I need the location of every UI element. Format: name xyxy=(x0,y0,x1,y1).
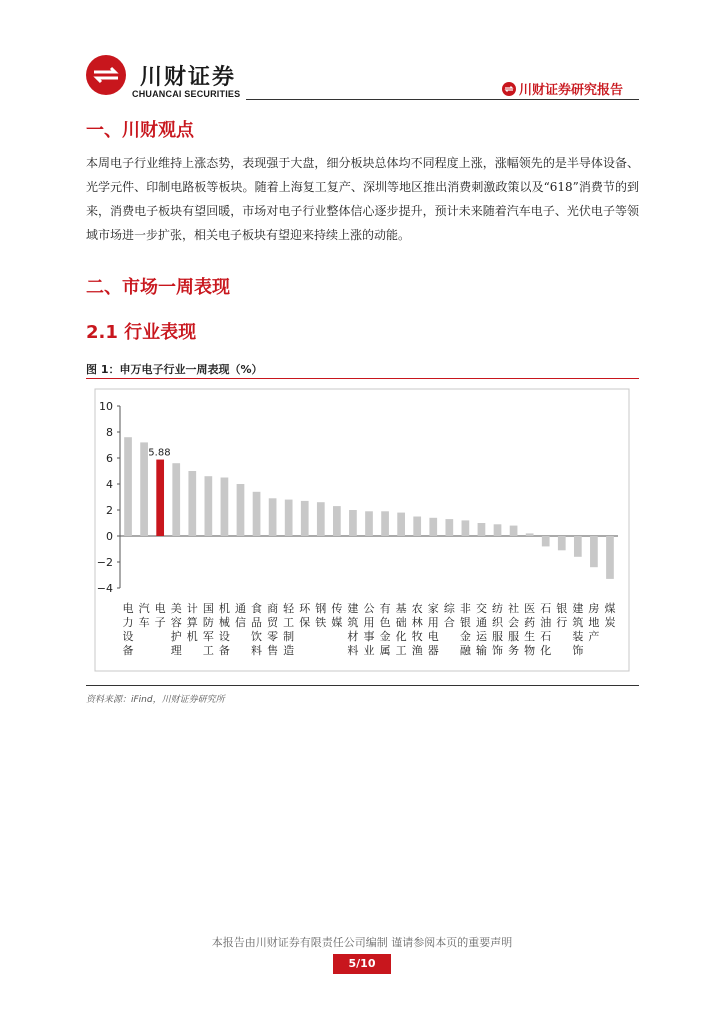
bar-12 xyxy=(301,501,309,536)
bar-4 xyxy=(172,463,180,536)
section-1-body: 本周电子行业维持上涨态势，表现强于大盘，细分板块总体均不同程度上涨，涨幅领先的是半导体设备、光学元件、印制电路板等板块。随着上海复工复产、深圳等地区推出消费刺激政策以及“618”消费节的到来，消费电子板块有望回暖，市场对电子行业整体信心逐步提升，预计未来随着汽车电子、光伏电子等领域市场进一步扩张，相关电子板块有望迎来持续上涨的动能。 xyxy=(86,156,639,242)
x-tick-label: 公用事业 xyxy=(363,602,375,657)
bar-16 xyxy=(365,511,373,536)
bar-19 xyxy=(413,517,421,537)
x-tick-label: 电子 xyxy=(154,602,166,629)
bar-25 xyxy=(510,526,518,536)
figure-title-rule xyxy=(86,378,639,379)
y-tick-label: 4 xyxy=(106,478,113,491)
bar-26 xyxy=(526,533,534,536)
x-tick-label: 通信 xyxy=(234,602,246,629)
report-label-text: 川财证券研究报告 xyxy=(519,83,624,98)
y-tick-label: 8 xyxy=(106,426,113,439)
x-tick-label: 电力设备 xyxy=(122,602,134,657)
x-tick-label: 家用电器 xyxy=(427,602,439,657)
x-tick-label: 商贸零售 xyxy=(267,602,279,657)
x-tick-label: 银行 xyxy=(556,602,568,629)
bar-23 xyxy=(478,523,486,536)
x-tick-label: 非银金融 xyxy=(459,602,471,657)
bar-7 xyxy=(221,478,229,537)
x-tick-label: 综合 xyxy=(443,602,455,629)
x-tick-label: 农林牧渔 xyxy=(411,602,423,657)
bar-31 xyxy=(606,536,614,579)
bar-chart xyxy=(86,383,639,683)
bar-13 xyxy=(317,502,325,536)
brand-name-en: CHUANCAI SECURITIES xyxy=(132,89,241,99)
x-tick-label: 建筑装饰 xyxy=(572,602,584,657)
x-tick-label: 建筑材料 xyxy=(347,602,359,657)
bar-9 xyxy=(253,492,261,536)
x-tick-label: 石油石化 xyxy=(540,602,552,657)
section-2-1-title: 2.1 行业表现 xyxy=(86,322,197,343)
bar-11 xyxy=(285,500,293,536)
x-tick-label: 医药生物 xyxy=(524,602,536,657)
x-tick-label: 社会服务 xyxy=(508,602,520,657)
header-divider xyxy=(246,99,639,100)
source-rule xyxy=(86,685,639,686)
x-tick-label: 有色金属 xyxy=(379,602,391,657)
y-tick-label: −4 xyxy=(96,582,113,595)
footer-disclaimer: 本报告由川财证券有限责任公司编制 谨请参阅本页的重要声明 xyxy=(211,936,513,949)
bar-30 xyxy=(590,536,598,567)
y-tick-label: 2 xyxy=(106,504,113,517)
bar-5 xyxy=(188,471,196,536)
page-number: 5/10 xyxy=(333,954,391,974)
bar-28 xyxy=(558,536,566,550)
logo-mark-icon xyxy=(86,55,126,95)
company-logo xyxy=(86,55,126,95)
highlight-data-label: 5.88 xyxy=(148,447,171,459)
x-tick-label: 纺织服饰 xyxy=(492,602,504,657)
y-tick-label: 10 xyxy=(99,400,113,413)
x-tick-label: 房地产 xyxy=(588,602,600,643)
bar-14 xyxy=(333,506,341,536)
bar-17 xyxy=(381,511,389,536)
bar-3 xyxy=(156,460,164,536)
bar-20 xyxy=(429,518,437,536)
section-2-title: 二、市场一周表现 xyxy=(86,277,230,298)
x-tick-label: 美容护理 xyxy=(170,602,182,657)
x-tick-label: 煤炭 xyxy=(604,602,616,629)
x-tick-label: 轻工制造 xyxy=(283,602,295,657)
x-tick-label: 交通运输 xyxy=(475,602,487,657)
bar-1 xyxy=(124,437,132,536)
section-1-title: 一、川财观点 xyxy=(86,120,194,141)
bar-6 xyxy=(204,476,212,536)
bar-24 xyxy=(494,524,502,536)
figure-title: 图 1：申万电子行业一周表现（%） xyxy=(86,363,263,376)
bar-22 xyxy=(462,520,470,536)
x-tick-label: 钢铁 xyxy=(315,602,327,629)
y-tick-label: 6 xyxy=(106,452,113,465)
bar-29 xyxy=(574,536,582,557)
x-tick-label: 食品饮料 xyxy=(251,602,263,657)
brand-name-cn: 川财证券 xyxy=(140,65,237,90)
bar-2 xyxy=(140,442,148,536)
figure-source: 资料来源：iFind，川财证券研究所 xyxy=(86,695,225,705)
bar-15 xyxy=(349,510,357,536)
y-tick-label: 0 xyxy=(106,530,113,543)
x-tick-label: 机械设备 xyxy=(218,602,230,657)
mini-logo-icon xyxy=(502,82,516,96)
x-tick-label: 国防军工 xyxy=(202,602,214,657)
x-tick-label: 环保 xyxy=(299,602,311,629)
bar-21 xyxy=(445,519,453,536)
bar-10 xyxy=(269,498,277,536)
x-tick-label: 计算机 xyxy=(186,602,198,643)
x-tick-label: 传媒 xyxy=(331,602,343,629)
report-label xyxy=(502,79,623,98)
bar-27 xyxy=(542,536,550,546)
x-tick-label: 汽车 xyxy=(138,602,150,629)
bar-18 xyxy=(397,513,405,536)
bar-8 xyxy=(237,484,245,536)
y-tick-label: −2 xyxy=(96,556,113,569)
x-tick-label: 基础化工 xyxy=(395,602,407,657)
chart-container xyxy=(86,383,639,683)
